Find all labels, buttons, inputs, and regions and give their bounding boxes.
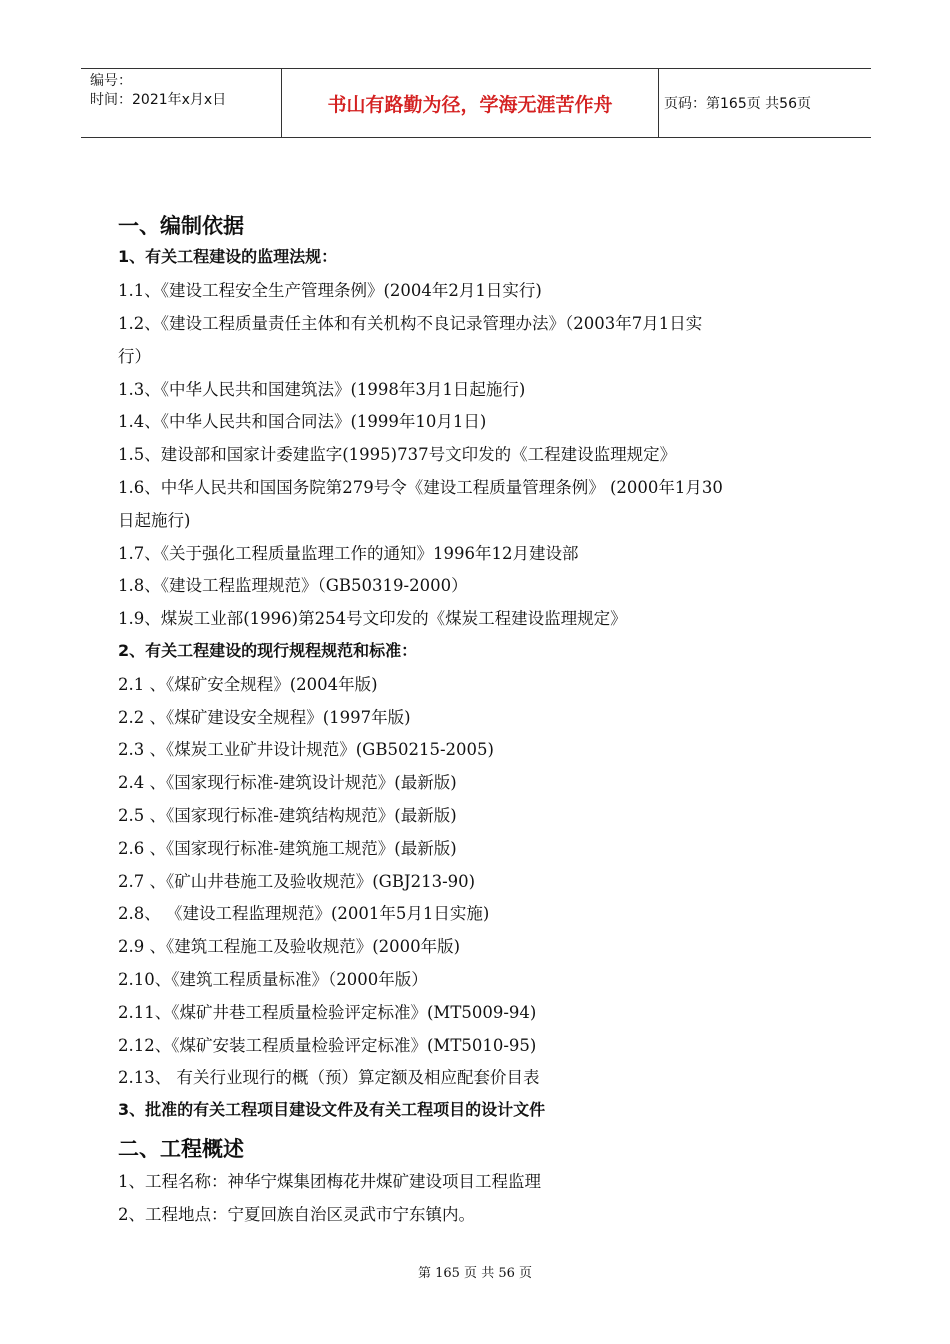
subsection-heading: 1、有关工程建设的监理法规：: [118, 247, 338, 266]
text-line: 2.9 、《建筑工程施工及验收规范》(2000年版): [118, 937, 461, 956]
section-heading: 一、编制依据: [118, 214, 244, 238]
text-line: 2.7 、《矿山井巷施工及验收规范》(GBJ213-90): [118, 872, 476, 891]
text-line: 2.3 、《煤炭工业矿井设计规范》(GB50215-2005): [118, 740, 494, 759]
text-line: 2.5 、《国家现行标准-建筑结构规范》(最新版): [118, 806, 457, 825]
text-line: 2.11、《煤矿井巷工程质量检验评定标准》(MT5009-94): [118, 1003, 537, 1022]
text-line: 1.3、《中华人民共和国建筑法》(1998年3月1日起施行): [118, 380, 526, 399]
number-label: 编号：: [90, 73, 132, 89]
text-line: 日起施行): [118, 511, 191, 530]
text-line: 1.2、《建设工程质量责任主体和有关机构不良记录管理办法》（2003年7月1日实: [118, 314, 703, 333]
text-line: 2.8、 《建设工程监理规范》(2001年5月1日实施): [118, 904, 490, 923]
header-meta: [81, 69, 281, 137]
text-line: 1.1、《建设工程安全生产管理条例》(2004年2月1日实行): [118, 281, 542, 300]
header-motto: 书山有路勤为径，学海无涯苦作舟: [281, 69, 659, 137]
text-line: 1.4、《中华人民共和国合同法》(1999年10月1日): [118, 412, 487, 431]
text-line: 1.6、中华人民共和国国务院第279号令《建设工程质量管理条例》 (2000年1月30: [118, 478, 723, 497]
subsection-heading: 2、有关工程建设的现行规程规范和标准：: [118, 641, 418, 660]
text-line: 1.5、建设部和国家计委建监字(1995)737号文印发的《工程建设监理规定》: [118, 445, 677, 464]
header-page-number: 页码：第165页 共56页: [664, 96, 811, 112]
page-header: [81, 68, 871, 138]
text-line: 2.2 、《煤矿建设安全规程》(1997年版): [118, 708, 411, 727]
text-line: 行）: [118, 347, 151, 366]
text-line: 2.1 、《煤矿安全规程》(2004年版): [118, 675, 378, 694]
text-line: 2.12、《煤矿安装工程质量检验评定标准》(MT5010-95): [118, 1036, 537, 1055]
section-heading: 二、工程概述: [118, 1137, 244, 1161]
text-line: 2、工程地点：宁夏回族自治区灵武市宁东镇内。: [118, 1205, 475, 1224]
text-line: 1.9、煤炭工业部(1996)第254号文印发的《煤炭工程建设监理规定》: [118, 609, 627, 628]
text-line: 1、工程名称：神华宁煤集团梅花井煤矿建设项目工程监理: [118, 1172, 541, 1191]
text-line: 2.10、《建筑工程质量标准》（2000年版）: [118, 970, 428, 989]
text-line: 2.6 、《国家现行标准-建筑施工规范》(最新版): [118, 839, 457, 858]
text-line: 1.7、《关于强化工程质量监理工作的通知》1996年12月建设部: [118, 544, 579, 563]
text-line: 2.13、 有关行业现行的概（预）算定额及相应配套价目表: [118, 1068, 540, 1087]
subsection-heading: 3、批准的有关工程项目建设文件及有关工程项目的设计文件: [118, 1100, 546, 1119]
date-label: 时间：2021年x月x日: [90, 92, 227, 108]
text-line: 2.4 、《国家现行标准-建筑设计规范》(最新版): [118, 773, 457, 792]
text-line: 1.8、《建设工程监理规范》（GB50319-2000）: [118, 576, 468, 595]
page-footer: 第 165 页 共 56 页: [417, 1266, 533, 1281]
